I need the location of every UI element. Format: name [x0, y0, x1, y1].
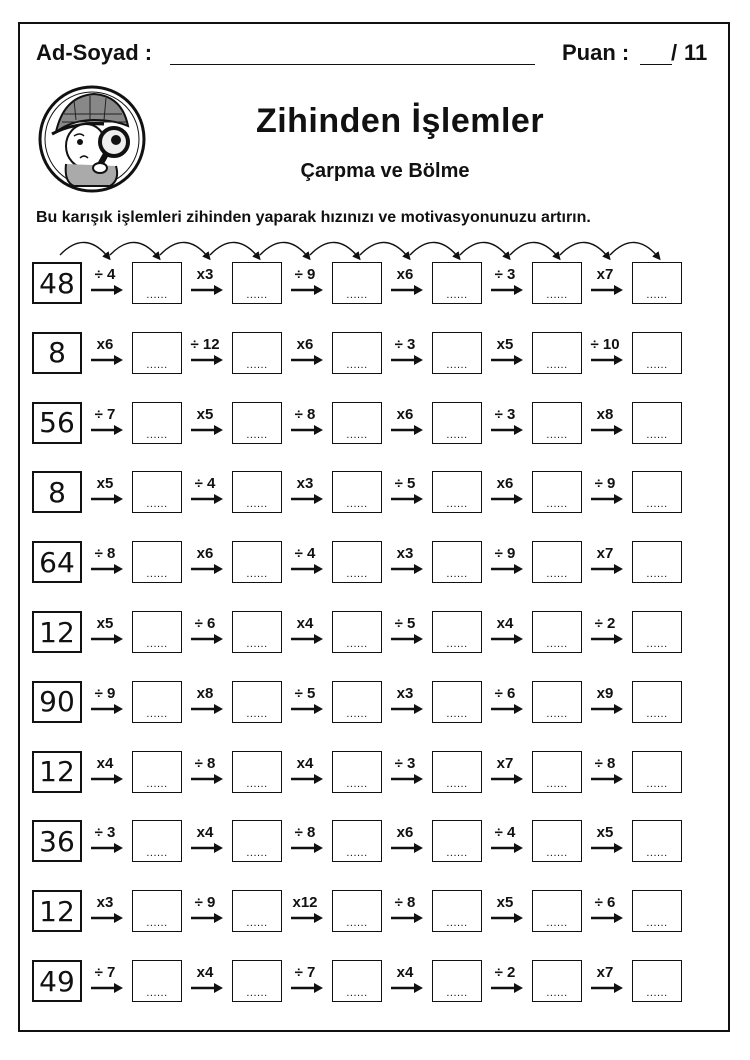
operation-step	[382, 332, 432, 374]
answer-box[interactable]	[532, 681, 582, 723]
start-number-box: 64	[32, 541, 82, 583]
answer-box[interactable]	[232, 960, 282, 1002]
operation-label: x4	[296, 615, 314, 632]
problem-row	[32, 332, 692, 376]
answer-placeholder: ......	[646, 638, 668, 650]
problem-row	[32, 402, 692, 446]
start-number-box: 12	[32, 611, 82, 653]
answer-placeholder: ......	[446, 358, 468, 371]
operation-step	[582, 611, 632, 653]
answer-box[interactable]	[332, 471, 382, 513]
answer-box[interactable]	[332, 332, 382, 374]
answer-placeholder: ......	[646, 777, 668, 790]
operation-label: ÷ 6	[194, 615, 216, 632]
answer-box[interactable]	[232, 262, 282, 304]
problem-row	[32, 820, 692, 864]
score-slash: /	[671, 40, 678, 65]
answer-placeholder: ......	[146, 289, 168, 301]
answer-placeholder: ......	[246, 987, 268, 999]
answer-placeholder: ......	[346, 987, 368, 999]
answer-box[interactable]	[332, 890, 382, 932]
answer-box[interactable]	[532, 541, 582, 583]
operation-step	[82, 820, 132, 862]
answer-box[interactable]	[532, 471, 582, 513]
answer-placeholder: ......	[646, 568, 668, 581]
answer-box[interactable]	[232, 402, 282, 444]
operation-label: x6	[396, 266, 414, 283]
page-title: Zihinden İşlemler	[255, 102, 545, 140]
answer-box[interactable]	[332, 681, 382, 723]
operation-label: ÷ 4	[194, 475, 216, 493]
operation-step	[82, 541, 132, 583]
operation-label: ÷ 12	[190, 335, 220, 353]
operation-step	[282, 332, 332, 374]
answer-placeholder: ......	[146, 987, 168, 999]
operation-step	[282, 890, 332, 932]
operation-step	[182, 611, 232, 653]
problem-row	[32, 890, 692, 934]
operation-label: x6	[496, 475, 514, 493]
answer-box[interactable]	[232, 471, 282, 513]
operation-label: ÷ 3	[94, 824, 116, 842]
operation-label: ÷ 3	[494, 405, 516, 423]
operation-step	[482, 332, 532, 374]
start-number-box: 90	[32, 681, 82, 723]
operation-label: x3	[96, 894, 114, 912]
answer-placeholder: ......	[246, 917, 268, 930]
answer-placeholder: ......	[146, 638, 168, 650]
operation-step	[482, 471, 532, 513]
answer-placeholder: ......	[346, 707, 368, 720]
start-number-box: 12	[32, 890, 82, 932]
answer-box[interactable]	[132, 681, 182, 723]
operation-label: ÷ 9	[294, 266, 316, 283]
operation-step	[182, 332, 232, 374]
answer-box[interactable]	[432, 262, 482, 304]
problem-row	[32, 471, 692, 515]
answer-placeholder: ......	[346, 917, 368, 930]
answer-box[interactable]	[232, 541, 282, 583]
operation-step	[182, 820, 232, 862]
answer-placeholder: ......	[546, 707, 568, 720]
operation-label: x6	[396, 824, 414, 842]
answer-box[interactable]	[132, 402, 182, 444]
operation-label: x3	[196, 266, 214, 283]
answer-placeholder: ......	[646, 428, 668, 441]
answer-box[interactable]	[132, 262, 182, 304]
operation-label: ÷ 9	[94, 684, 116, 702]
answer-placeholder: ......	[146, 847, 168, 860]
operation-step	[382, 751, 432, 793]
answer-box[interactable]	[432, 890, 482, 932]
operation-step	[182, 402, 232, 444]
operation-label: ÷ 9	[594, 475, 616, 493]
operation-step	[82, 262, 132, 304]
answer-placeholder: ......	[446, 917, 468, 930]
answer-box[interactable]	[132, 820, 182, 862]
answer-placeholder: ......	[146, 917, 168, 930]
answer-box[interactable]	[532, 332, 582, 374]
operation-step	[82, 960, 132, 1002]
answer-placeholder: ......	[446, 289, 468, 301]
operation-label: x3	[296, 475, 314, 493]
operation-label: x5	[96, 475, 114, 493]
operation-label: ÷ 2	[494, 964, 516, 981]
operation-step	[282, 611, 332, 653]
start-number-box: 8	[32, 471, 82, 513]
answer-placeholder: ......	[346, 428, 368, 441]
operation-label: x9	[596, 684, 614, 702]
operation-step	[482, 402, 532, 444]
answer-box[interactable]	[132, 611, 182, 653]
operation-step	[582, 541, 632, 583]
operation-label: x3	[396, 545, 414, 563]
curved-arrows-decoration	[0, 225, 750, 265]
problem-row	[32, 960, 692, 1004]
operation-step	[582, 890, 632, 932]
answer-placeholder: ......	[146, 777, 168, 790]
operation-step	[82, 611, 132, 653]
operation-step	[582, 402, 632, 444]
operation-label: ÷ 6	[494, 684, 516, 702]
operation-label: x7	[596, 266, 614, 283]
answer-placeholder: ......	[446, 777, 468, 790]
answer-placeholder: ......	[146, 428, 168, 441]
operation-step	[482, 890, 532, 932]
answer-box[interactable]	[432, 541, 482, 583]
answer-box[interactable]	[132, 890, 182, 932]
operation-step	[482, 541, 532, 583]
operation-step	[482, 681, 532, 723]
operation-label: ÷ 5	[394, 475, 416, 493]
operation-label: ÷ 9	[494, 545, 516, 563]
answer-box[interactable]	[632, 611, 682, 653]
operation-label: ÷ 8	[594, 754, 616, 772]
answer-placeholder: ......	[346, 498, 368, 511]
operation-label: x5	[496, 335, 514, 353]
answer-box[interactable]	[332, 262, 382, 304]
answer-box[interactable]	[232, 681, 282, 723]
answer-placeholder: ......	[546, 428, 568, 441]
answer-placeholder: ......	[446, 568, 468, 581]
answer-box[interactable]	[632, 262, 682, 304]
answer-placeholder: ......	[246, 428, 268, 441]
answer-placeholder: ......	[646, 498, 668, 511]
operation-label: ÷ 7	[94, 405, 116, 423]
detective-boy-with-magnifier-icon	[34, 84, 152, 194]
operation-step	[382, 541, 432, 583]
operation-label: x8	[196, 684, 214, 702]
operation-label: ÷ 7	[294, 964, 316, 981]
answer-placeholder: ......	[246, 777, 268, 790]
answer-box[interactable]	[632, 471, 682, 513]
operation-step	[82, 890, 132, 932]
operation-label: ÷ 3	[394, 335, 416, 353]
answer-placeholder: ......	[346, 568, 368, 581]
problem-row	[32, 681, 692, 725]
answer-placeholder: ......	[346, 638, 368, 650]
answer-box[interactable]	[632, 890, 682, 932]
operation-step	[382, 471, 432, 513]
operation-label: ÷ 10	[590, 335, 620, 353]
answer-placeholder: ......	[446, 987, 468, 999]
answer-placeholder: ......	[146, 568, 168, 581]
score-input-line[interactable]	[640, 64, 672, 65]
answer-placeholder: ......	[246, 568, 268, 581]
operation-step	[182, 541, 232, 583]
answer-placeholder: ......	[346, 777, 368, 790]
answer-placeholder: ......	[146, 498, 168, 511]
operation-label: ÷ 6	[594, 894, 616, 912]
answer-placeholder: ......	[546, 917, 568, 930]
operation-label: x4	[396, 964, 414, 981]
answer-box[interactable]	[432, 471, 482, 513]
answer-box[interactable]	[432, 402, 482, 444]
operation-step	[382, 820, 432, 862]
operation-label: x3	[396, 684, 414, 702]
answer-box[interactable]	[532, 751, 582, 793]
operation-step	[482, 611, 532, 653]
answer-placeholder: ......	[646, 289, 668, 301]
operation-step	[482, 262, 532, 304]
score-label: Puan :	[562, 40, 630, 65]
answer-box[interactable]	[232, 611, 282, 653]
answer-box[interactable]	[332, 960, 382, 1002]
answer-placeholder: ......	[546, 777, 568, 790]
answer-box[interactable]	[632, 402, 682, 444]
operation-label: x4	[496, 615, 514, 632]
operation-label: ÷ 8	[94, 545, 116, 563]
answer-box[interactable]	[132, 471, 182, 513]
operation-step	[182, 890, 232, 932]
operation-label: x6	[296, 335, 314, 353]
answer-box[interactable]	[132, 751, 182, 793]
answer-box[interactable]	[132, 332, 182, 374]
answer-box[interactable]	[232, 751, 282, 793]
operation-label: ÷ 8	[194, 754, 216, 772]
score-total: 11	[684, 40, 708, 65]
operation-step	[282, 541, 332, 583]
answer-placeholder: ......	[446, 707, 468, 720]
operation-label: x5	[196, 405, 214, 423]
operation-step	[182, 471, 232, 513]
answer-placeholder: ......	[546, 568, 568, 581]
operation-label: ÷ 4	[494, 824, 516, 842]
answer-box[interactable]	[232, 890, 282, 932]
answer-placeholder: ......	[546, 498, 568, 511]
answer-box[interactable]	[332, 541, 382, 583]
answer-placeholder: ......	[446, 428, 468, 441]
answer-placeholder: ......	[246, 498, 268, 511]
operation-step	[482, 960, 532, 1002]
answer-placeholder: ......	[546, 987, 568, 999]
answer-box[interactable]	[532, 402, 582, 444]
operation-step	[382, 681, 432, 723]
answer-placeholder: ......	[346, 289, 368, 301]
operation-step	[582, 820, 632, 862]
start-number-box: 49	[32, 960, 82, 1002]
answer-box[interactable]	[632, 332, 682, 374]
operation-step	[582, 960, 632, 1002]
operation-step	[282, 471, 332, 513]
operation-step	[82, 332, 132, 374]
answer-box[interactable]	[332, 402, 382, 444]
operation-label: x7	[496, 754, 514, 772]
answer-box[interactable]	[432, 611, 482, 653]
answer-box[interactable]	[532, 262, 582, 304]
answer-box[interactable]	[132, 541, 182, 583]
start-number-box: 56	[32, 402, 82, 444]
answer-placeholder: ......	[646, 358, 668, 371]
answer-placeholder: ......	[246, 358, 268, 371]
answer-placeholder: ......	[646, 707, 668, 720]
answer-placeholder: ......	[246, 707, 268, 720]
answer-box[interactable]	[632, 751, 682, 793]
operation-label: x5	[596, 824, 614, 842]
answer-placeholder: ......	[446, 638, 468, 650]
operation-step	[282, 402, 332, 444]
operation-step	[82, 471, 132, 513]
answer-box[interactable]	[532, 820, 582, 862]
operation-step	[582, 262, 632, 304]
problem-row	[32, 611, 692, 655]
operation-step	[382, 611, 432, 653]
operation-label: ÷ 8	[394, 894, 416, 912]
operation-step	[582, 471, 632, 513]
operation-label: x4	[96, 754, 114, 772]
operation-label: x7	[596, 545, 614, 563]
operation-label: x4	[296, 754, 314, 772]
operation-label: ÷ 8	[294, 824, 316, 842]
operation-label: ÷ 4	[294, 545, 316, 563]
operation-label: ÷ 7	[94, 964, 116, 981]
operation-step	[182, 960, 232, 1002]
answer-box[interactable]	[332, 751, 382, 793]
problem-row	[32, 541, 692, 585]
operation-label: x12	[292, 894, 318, 912]
operation-label: ÷ 5	[294, 684, 316, 702]
start-number-box: 36	[32, 820, 82, 862]
operation-step	[382, 890, 432, 932]
answer-box[interactable]	[432, 751, 482, 793]
answer-placeholder: ......	[346, 358, 368, 371]
page-subtitle: Çarpma ve Bölme	[300, 160, 470, 182]
answer-placeholder: ......	[646, 917, 668, 930]
operation-step	[382, 960, 432, 1002]
answer-placeholder: ......	[446, 498, 468, 511]
start-number-box: 12	[32, 751, 82, 793]
operation-step	[82, 751, 132, 793]
answer-box[interactable]	[632, 820, 682, 862]
instructions-text: Bu karışık işlemleri zihinden yaparak hızınızı ve motivasyonunuzu artırın.	[36, 209, 591, 226]
operation-step	[482, 751, 532, 793]
operation-step	[82, 402, 132, 444]
operation-label: x7	[596, 964, 614, 981]
operation-step	[282, 960, 332, 1002]
operation-label: x6	[396, 405, 414, 423]
answer-box[interactable]	[632, 541, 682, 583]
answer-placeholder: ......	[646, 987, 668, 999]
answer-placeholder: ......	[546, 638, 568, 650]
operation-label: ÷ 9	[194, 894, 216, 912]
operation-label: ÷ 2	[594, 615, 616, 632]
answer-placeholder: ......	[546, 358, 568, 371]
operation-label: x4	[196, 824, 214, 842]
answer-box[interactable]	[532, 960, 582, 1002]
operation-step	[182, 681, 232, 723]
answer-placeholder: ......	[246, 638, 268, 650]
answer-box[interactable]	[232, 332, 282, 374]
operation-label: x4	[196, 964, 214, 981]
answer-box[interactable]	[532, 890, 582, 932]
answer-placeholder: ......	[346, 847, 368, 860]
operation-step	[282, 751, 332, 793]
operation-label: x6	[96, 335, 114, 353]
operation-label: x8	[596, 405, 614, 423]
answer-placeholder: ......	[146, 707, 168, 720]
operation-step	[582, 332, 632, 374]
operation-step	[182, 262, 232, 304]
problem-row	[32, 751, 692, 795]
operation-label: x5	[496, 894, 514, 912]
answer-box[interactable]	[132, 960, 182, 1002]
operation-step	[382, 402, 432, 444]
answer-box[interactable]	[332, 611, 382, 653]
answer-placeholder: ......	[646, 847, 668, 860]
name-input-line[interactable]	[170, 64, 535, 65]
answer-box[interactable]	[432, 820, 482, 862]
start-number-box: 8	[32, 332, 82, 374]
operation-step	[282, 820, 332, 862]
operation-label: ÷ 3	[394, 754, 416, 772]
answer-placeholder: ......	[246, 847, 268, 860]
operation-label: ÷ 5	[394, 615, 416, 632]
start-number-box: 48	[32, 262, 82, 304]
name-label: Ad-Soyad :	[36, 40, 153, 65]
answer-box[interactable]	[232, 820, 282, 862]
problem-row	[32, 262, 692, 306]
answer-box[interactable]	[432, 332, 482, 374]
operation-step	[382, 262, 432, 304]
operation-label: ÷ 3	[494, 266, 516, 283]
answer-box[interactable]	[632, 681, 682, 723]
operation-label: x6	[196, 545, 214, 563]
operation-step	[282, 262, 332, 304]
answer-placeholder: ......	[546, 847, 568, 860]
operation-label: ÷ 4	[94, 266, 116, 283]
operation-step	[182, 751, 232, 793]
operation-label: x5	[96, 615, 114, 632]
answer-box[interactable]	[532, 611, 582, 653]
answer-placeholder: ......	[146, 358, 168, 371]
answer-box[interactable]	[332, 820, 382, 862]
answer-box[interactable]	[632, 960, 682, 1002]
answer-placeholder: ......	[246, 289, 268, 301]
answer-placeholder: ......	[546, 289, 568, 301]
answer-box[interactable]	[432, 681, 482, 723]
operation-step	[582, 681, 632, 723]
answer-box[interactable]	[432, 960, 482, 1002]
operation-step	[482, 820, 532, 862]
operation-step	[82, 681, 132, 723]
operation-step	[582, 751, 632, 793]
operation-label: ÷ 8	[294, 405, 316, 423]
answer-placeholder: ......	[446, 847, 468, 860]
operation-step	[282, 681, 332, 723]
